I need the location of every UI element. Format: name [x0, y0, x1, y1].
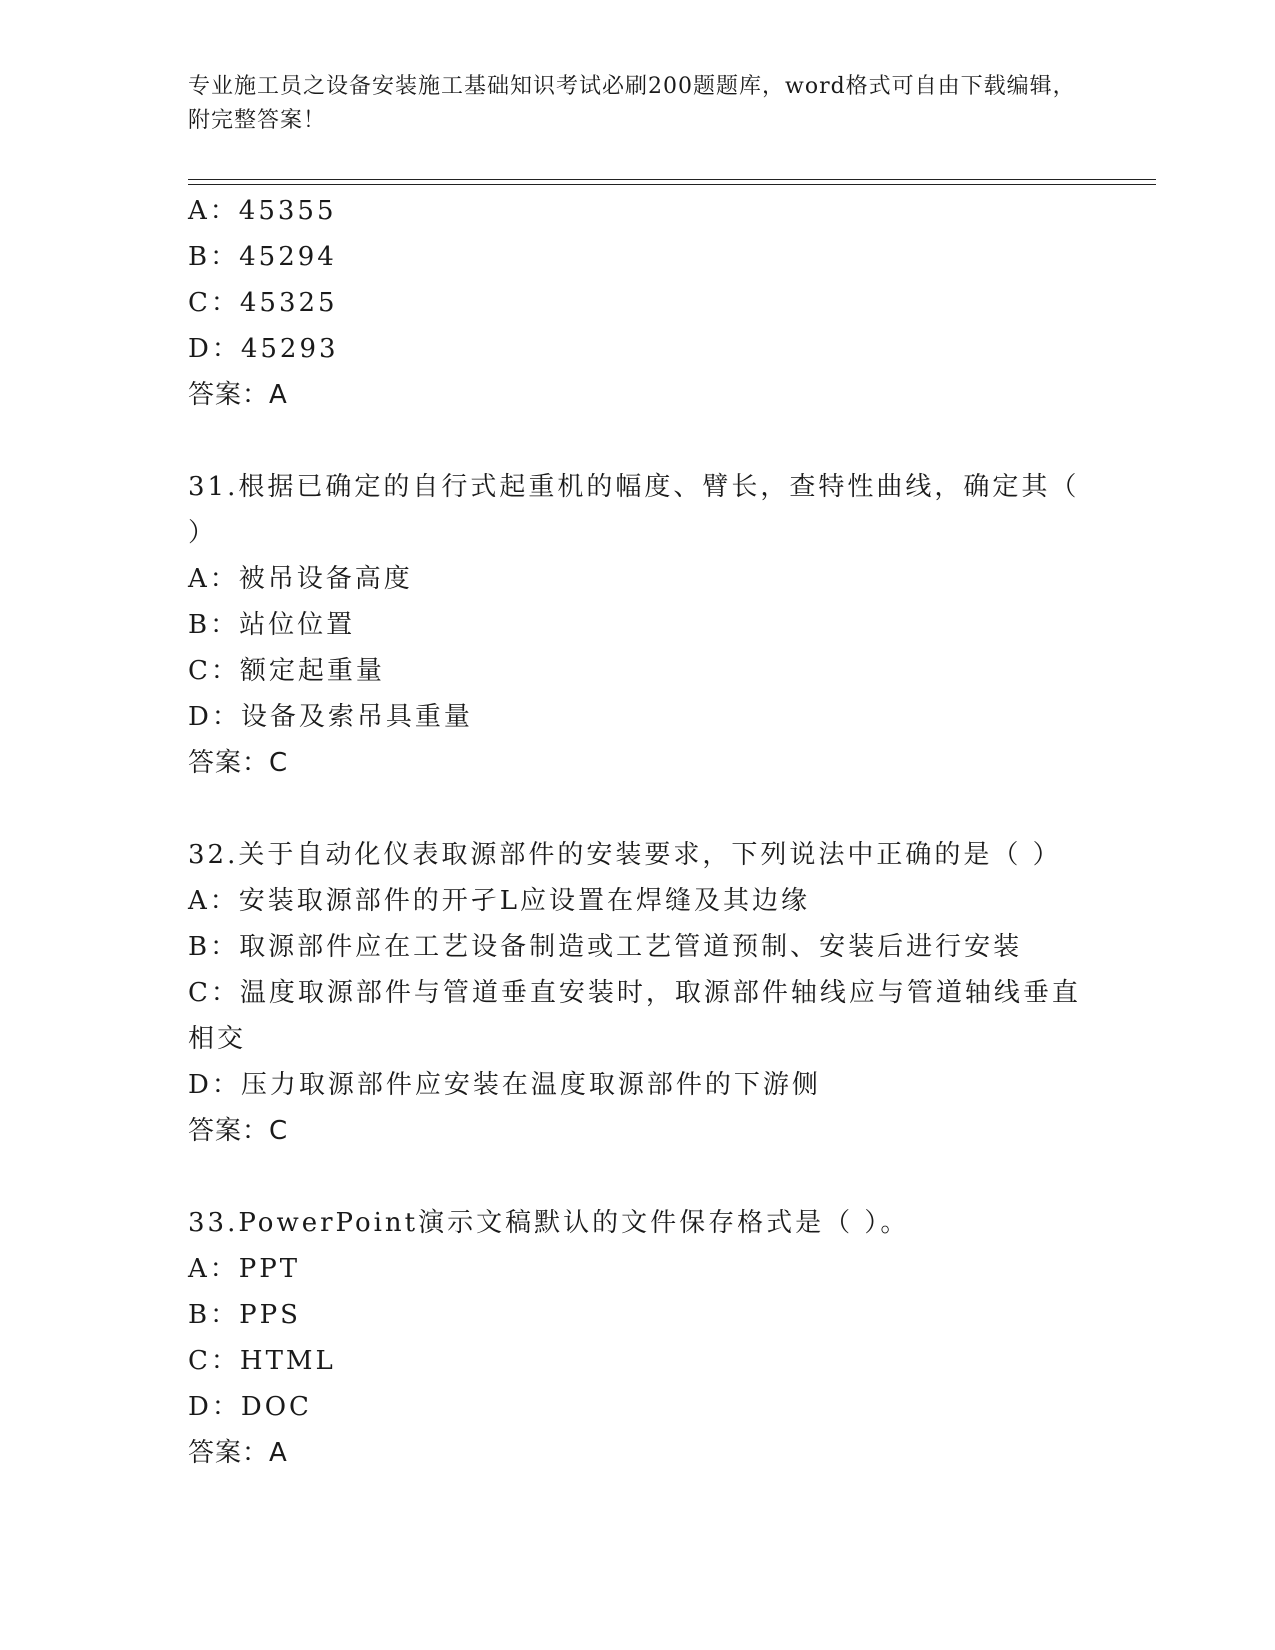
option-b: B：取源部件应在工艺设备制造或工艺管道预制、安装后进行安装 — [188, 932, 1023, 962]
header-divider-bottom — [188, 184, 1156, 185]
answer-line: 答案：A — [188, 1438, 288, 1468]
option-c: C：温度取源部件与管道垂直安装时，取源部件轴线应与管道轴线垂直相交 — [188, 978, 1081, 1054]
option-a: A：被吊设备高度 — [188, 564, 413, 594]
option-a: A：安装取源部件的开孑L应设置在焊缝及其边缘 — [188, 886, 811, 916]
question-list — [188, 188, 1091, 1476]
option-d: D：压力取源部件应安装在温度取源部件的下游侧 — [188, 1070, 821, 1100]
spacer — [188, 786, 1088, 832]
option-a: A：PPT — [188, 1254, 301, 1284]
spacer — [188, 1154, 1088, 1200]
header-divider-top — [188, 179, 1156, 180]
question-text: 33.PowerPoint演示文稿默认的文件保存格式是（ ）。 — [188, 1208, 910, 1238]
option-a: A：45355 — [188, 196, 337, 226]
question-block-32 — [188, 832, 1088, 1154]
option-d: D：45293 — [188, 334, 339, 364]
question-text: 31.根据已确定的自行式起重机的幅度、臂长，查特性曲线，确定其（ ） — [188, 472, 1091, 548]
option-b: B：45294 — [188, 242, 337, 272]
option-c: C：额定起重量 — [188, 656, 385, 686]
spacer — [188, 418, 1088, 464]
header-title: 专业施工员之设备安装施工基础知识考试必刷200题题库，word格式可自由下载编辑，附完整答案！ — [188, 74, 1076, 133]
question-block-31 — [188, 464, 1091, 786]
question-text: 32.关于自动化仪表取源部件的安装要求，下列说法中正确的是（ ） — [188, 840, 1062, 870]
document-header — [188, 70, 1078, 138]
question-block-prev — [188, 188, 1088, 418]
answer-line: 答案：A — [188, 380, 288, 410]
question-block-33 — [188, 1200, 1088, 1476]
answer-line: 答案：C — [188, 1116, 289, 1146]
option-c: C：HTML — [188, 1346, 336, 1376]
option-b: B：PPS — [188, 1300, 301, 1330]
option-d: D：DOC — [188, 1392, 312, 1422]
option-c: C：45325 — [188, 288, 338, 318]
option-b: B：站位位置 — [188, 610, 356, 640]
option-d: D：设备及索吊具重量 — [188, 702, 473, 732]
answer-line: 答案：C — [188, 748, 289, 778]
